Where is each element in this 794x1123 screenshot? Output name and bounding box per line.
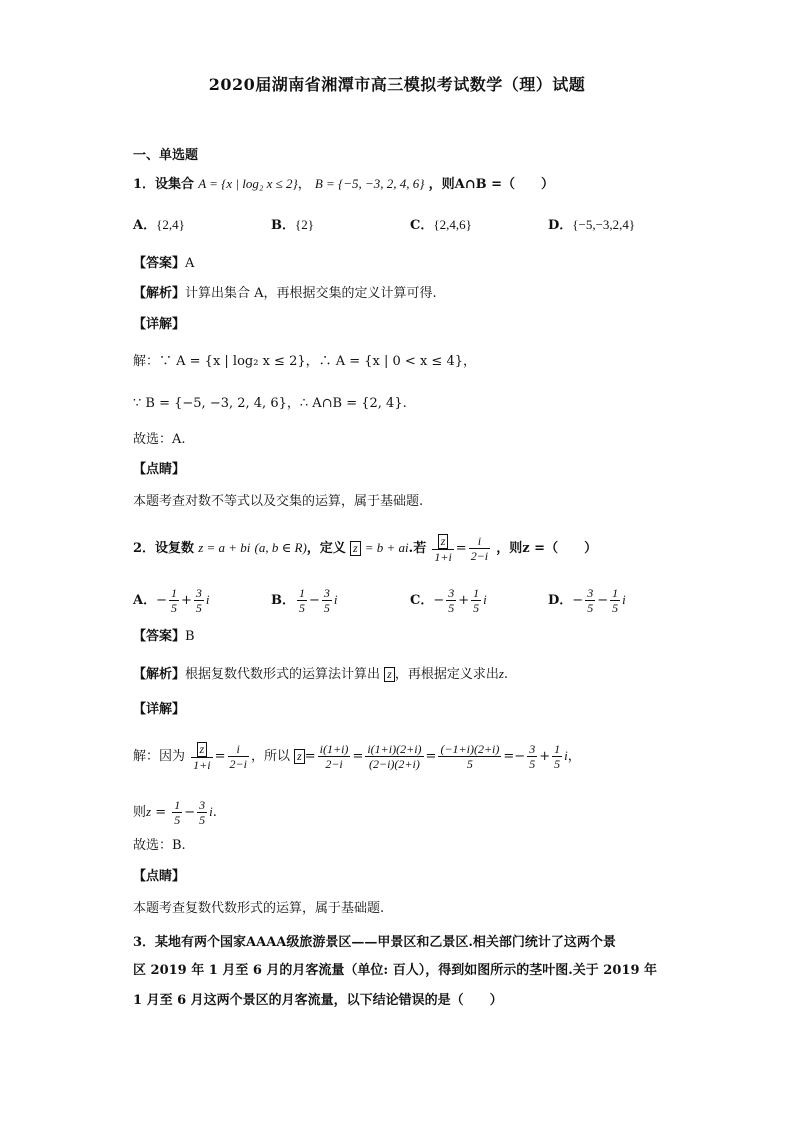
option-operator: + <box>458 593 470 608</box>
q2-boxed-z: z <box>350 541 361 556</box>
q2-stem: 2．设复数 z = a + bi (a, b ∈ R)，定义 z = b + ai.若 $\frac{z}{1+i}$ = $\frac{i}{2-i}$ ，则z =（ ） <box>133 533 598 564</box>
q1-comment: 本题考查对数不等式以及交集的运算，属于基础题. <box>133 494 424 509</box>
q1-option-c <box>410 215 472 236</box>
q1-detail-tag: 【详解】 <box>133 317 186 332</box>
q2-condition: (a, b ∈ R) <box>254 540 307 555</box>
fraction: $\frac{z}{1+i}$ <box>434 533 452 564</box>
q1-option-b <box>271 215 314 236</box>
q1-suffix: ，则A∩B =（ ） <box>428 177 555 192</box>
q3-line3: 1 月至 6 月这两个景区的月客流量，以下结论错误的是（ ） <box>133 993 503 1008</box>
option-label: B． <box>271 593 295 608</box>
fraction <box>610 586 620 615</box>
option-operator: − <box>597 593 609 608</box>
q1-answer <box>133 254 194 274</box>
fraction <box>297 586 307 615</box>
fraction: $\frac{(-1+i)(2+i)}{5}$ <box>440 742 500 771</box>
q2-prefix: 2．设复数 <box>133 541 195 556</box>
fraction: $\frac{1}{5}$ <box>174 798 181 827</box>
analysis-text-a: 根据复数代数形式的运算法计算出 <box>185 667 381 682</box>
detail-prefix: 解：因为 <box>133 749 186 764</box>
q2-choose: 故选：B. <box>133 838 186 853</box>
fraction: $\frac{3}{5}$ <box>199 798 206 827</box>
section-heading: 一、单选题 <box>133 148 199 163</box>
fraction <box>322 586 332 615</box>
numerator: 1 <box>612 586 619 600</box>
q2-option-d: D．− $\frac{3}{5}$ − $\frac{1}{5}$ i <box>548 586 626 615</box>
answer-tag: 【答案】 <box>133 256 186 271</box>
q2-z-def: z = a + bi <box>198 540 251 555</box>
fraction <box>471 586 481 615</box>
q3-line1: 3．某地有两个国家AAAA级旅游景区——甲景区和乙景区.相关部门统计了这两个景 <box>133 935 616 950</box>
fraction <box>194 586 204 615</box>
q1-stem: 1．设集合 A = {x | log₂ x ≤ 2}， B = {−5, −3, 2, 4, 6} ，则A∩B =（ ） <box>133 176 555 192</box>
q1-prefix: 1．设集合 <box>133 177 195 192</box>
denominator: 5 <box>473 601 480 615</box>
denominator: 5 <box>448 601 455 615</box>
analysis-tag: 【解析】 <box>133 286 186 301</box>
analysis-tag: 【解析】 <box>133 667 186 682</box>
then-prefix: 则 <box>133 805 147 820</box>
answer-value: A <box>185 256 195 271</box>
denominator: 5 <box>587 601 594 615</box>
fraction: $\frac{3}{5}$ <box>529 742 536 771</box>
q2-comment-tag: 【点睛】 <box>133 869 186 884</box>
page-title: 2020届湖南省湘潭市高三模拟考试数学（理）试题 <box>208 75 586 94</box>
q1-detail-line1: 解：∵ A = {x | log₂ x ≤ 2}，∴ A = {x | 0 < x ≤ 4}， <box>133 354 476 369</box>
q1-option-a <box>133 215 185 236</box>
q2-answer <box>133 627 195 647</box>
option-label: C． <box>410 593 434 608</box>
q1-choose: 故选：A. <box>133 432 186 447</box>
denominator: 5 <box>299 601 305 615</box>
q1-option-d <box>548 215 635 236</box>
q2-analysis: 【解析】根据复数代数形式的运算法计算出 z ，再根据定义求出z. <box>133 666 509 682</box>
numerator: 1 <box>299 586 305 600</box>
option-sign: − <box>572 593 584 608</box>
detail-so: ，所以 <box>250 749 290 764</box>
fraction: $\frac{i(1+i)}{2-i}$ <box>319 742 349 771</box>
fraction <box>585 586 595 615</box>
denominator: 5 <box>195 601 202 615</box>
fraction: $\frac{i}{2-i}$ <box>470 534 489 563</box>
numerator: 1 <box>171 586 177 600</box>
analysis-z: z <box>498 666 504 681</box>
option-label: A． <box>133 593 157 608</box>
option-label: D． <box>548 593 573 608</box>
q2-comment: 本题考查复数代数形式的运算，属于基础题. <box>133 901 385 916</box>
q2-option-b: B． $\frac{1}{5}$ − $\frac{3}{5}$ i <box>271 586 338 615</box>
q2-option-c: C．− $\frac{3}{5}$ + $\frac{1}{5}$ i <box>410 586 487 615</box>
q2-detail-line2: 则z = $\frac{1}{5}$ − $\frac{3}{5}$ i. <box>133 798 217 827</box>
denominator: 5 <box>171 601 177 615</box>
q2-detail-tag: 【详解】 <box>133 702 186 717</box>
fraction: $\frac{1}{5}$ <box>554 742 561 771</box>
q2-def-expr: = b + ai <box>364 540 409 555</box>
answer-value: B <box>185 629 195 644</box>
option-text: {2,4} <box>156 217 185 232</box>
q2-define: ，定义 <box>306 541 346 556</box>
numerator: 3 <box>195 586 202 600</box>
q1-detail-line2: ∵ B = {−5, −3, 2, 4, 6}，∴ A∩B = {2, 4}. <box>133 396 407 411</box>
option-label: D． <box>548 218 573 233</box>
q3-line2: 区 2019 年 1 月至 6 月的月客流量（单位: 百人），得到如图所示的茎叶图.关于 2019 年 <box>133 963 658 978</box>
numerator: 3 <box>323 586 330 600</box>
fraction <box>169 586 179 615</box>
option-operator: + <box>181 593 192 608</box>
numerator: 3 <box>587 586 594 600</box>
fraction: $\frac{i}{2-i}$ <box>229 742 247 771</box>
option-label: A． <box>133 218 157 233</box>
option-sign: − <box>433 593 445 608</box>
q2-if: .若 <box>408 541 427 556</box>
fraction: $\frac{i(1+i)(2+i)}{(2-i)(2+i)}$ <box>367 742 422 771</box>
q1-comment-tag: 【点睛】 <box>133 462 186 477</box>
analysis-text-b: ，再根据定义求出 <box>394 667 499 682</box>
q2-option-a: A．− $\frac{1}{5}$ + $\frac{3}{5}$ i <box>133 586 210 615</box>
option-operator: − <box>309 593 320 608</box>
q2-suffix: ，则z =（ ） <box>496 541 598 556</box>
option-sign: − <box>156 593 167 608</box>
option-label: B． <box>271 218 295 233</box>
q2-boxed-z: z <box>197 742 208 757</box>
denominator: 5 <box>323 601 330 615</box>
analysis-text: 计算出集合 A，再根据交集的定义计算可得. <box>185 286 437 301</box>
q2-detail-line1: 解：因为 $\frac{z}{1+i}$ = $\frac{i}{2-i}$ ，所以 z = $\frac{i(1+i)}{2-i}$ = $\frac{i(1+i)(2+i)}{(2-i)(2+i)}$ = $\frac{(-1+i)(2+i)}{5}$ =− $\frac{3}{5}$ + $\frac{1}{5}$ i， <box>133 741 581 772</box>
option-label: C． <box>410 218 434 233</box>
option-text: {−5,−3,2,4} <box>572 217 636 232</box>
q2-boxed-z: z <box>438 534 449 549</box>
fraction: $\frac{z}{1+i}$ <box>193 741 211 772</box>
q1-set-a: A = {x | log₂ x ≤ 2} <box>198 176 298 191</box>
option-text: {2,4,6} <box>433 217 472 232</box>
numerator: 1 <box>473 586 480 600</box>
q2-boxed-z: z <box>294 749 305 764</box>
answer-tag: 【答案】 <box>133 629 186 644</box>
q1-set-b: B = {−5, −3, 2, 4, 6} <box>314 176 425 191</box>
denominator: 5 <box>612 601 619 615</box>
q2-boxed-z: z <box>384 667 395 682</box>
numerator: 3 <box>448 586 455 600</box>
q1-analysis <box>133 284 437 304</box>
fraction <box>446 586 456 615</box>
option-text: {2} <box>295 217 314 232</box>
